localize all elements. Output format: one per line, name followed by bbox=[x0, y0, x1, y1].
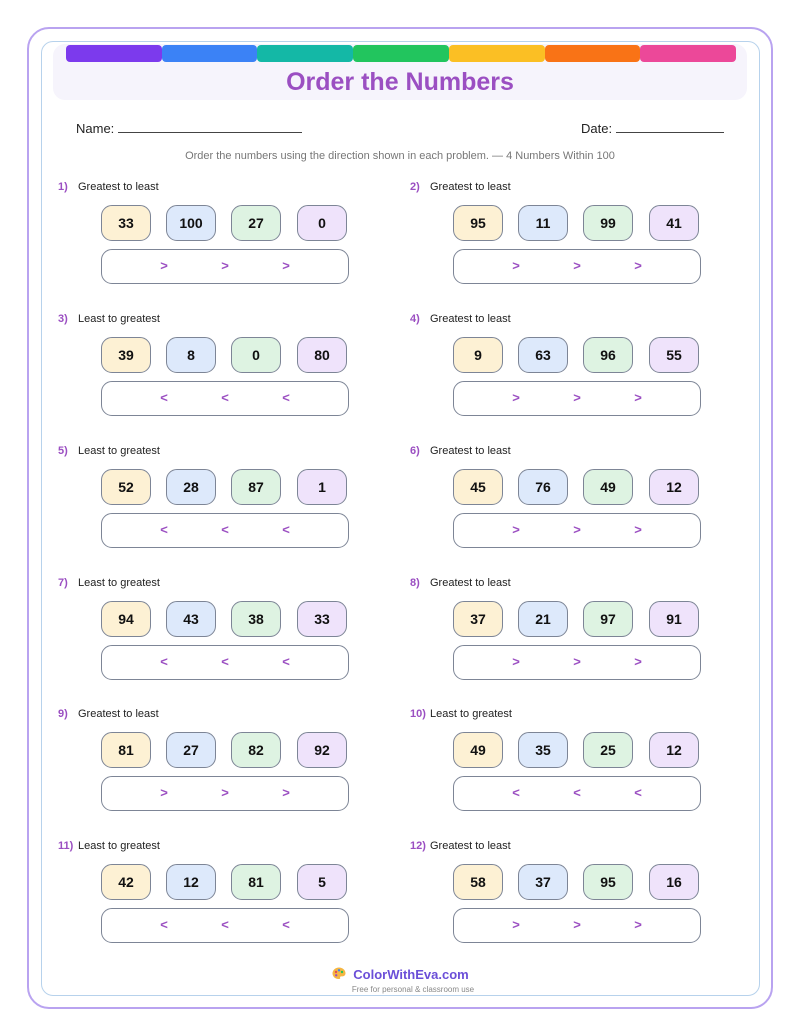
number-tile: 8 bbox=[166, 337, 216, 373]
comparison-symbol: < bbox=[282, 654, 290, 669]
comparison-symbol: > bbox=[512, 258, 520, 273]
problem bbox=[410, 445, 710, 575]
name-field bbox=[76, 121, 302, 136]
comparison-symbol: < bbox=[634, 785, 642, 800]
number-tile: 11 bbox=[518, 205, 568, 241]
problem-direction: Greatest to least bbox=[430, 181, 511, 193]
answer-box[interactable] bbox=[101, 381, 349, 416]
number-tile: 94 bbox=[101, 601, 151, 637]
problem-header bbox=[58, 840, 160, 852]
number-tile: 82 bbox=[231, 732, 281, 768]
problem-header bbox=[410, 181, 511, 193]
number-tile: 37 bbox=[518, 864, 568, 900]
problem-direction: Greatest to least bbox=[78, 181, 159, 193]
number-tile: 12 bbox=[649, 469, 699, 505]
number-tile: 45 bbox=[453, 469, 503, 505]
answer-box[interactable] bbox=[101, 249, 349, 284]
answer-box[interactable] bbox=[453, 776, 701, 811]
number-tile: 41 bbox=[649, 205, 699, 241]
number-tile: 96 bbox=[583, 337, 633, 373]
date-label: Date: bbox=[581, 121, 613, 136]
comparison-symbol: > bbox=[512, 522, 520, 537]
brand-tagline: Free for personal & classroom use bbox=[351, 985, 475, 994]
number-tile: 5 bbox=[297, 864, 347, 900]
problem-direction: Greatest to least bbox=[430, 445, 511, 457]
answer-box[interactable] bbox=[101, 776, 349, 811]
problem-direction: Least to greatest bbox=[430, 708, 512, 720]
problem-direction: Least to greatest bbox=[78, 577, 160, 589]
number-tile: 52 bbox=[101, 469, 151, 505]
answer-box[interactable] bbox=[101, 645, 349, 680]
name-line[interactable] bbox=[118, 122, 302, 133]
number-tile: 97 bbox=[583, 601, 633, 637]
problem-header bbox=[410, 577, 511, 589]
comparison-symbol: < bbox=[512, 785, 520, 800]
answer-box[interactable] bbox=[453, 381, 701, 416]
number-tile: 49 bbox=[453, 732, 503, 768]
answer-box[interactable] bbox=[453, 908, 701, 943]
problem-header bbox=[58, 445, 160, 457]
answer-box[interactable] bbox=[453, 249, 701, 284]
rainbow-bar bbox=[66, 45, 736, 62]
comparison-symbol: < bbox=[160, 654, 168, 669]
number-tile: 25 bbox=[583, 732, 633, 768]
comparison-symbol: > bbox=[634, 522, 642, 537]
comparison-symbol: < bbox=[573, 785, 581, 800]
problem-number: 3) bbox=[58, 313, 68, 325]
number-tile: 39 bbox=[101, 337, 151, 373]
number-tile: 12 bbox=[649, 732, 699, 768]
comparison-symbol: > bbox=[573, 917, 581, 932]
problem-header bbox=[58, 708, 159, 720]
comparison-symbol: < bbox=[221, 654, 229, 669]
rainbow-segment bbox=[257, 45, 353, 62]
answer-box[interactable] bbox=[453, 645, 701, 680]
number-tile: 95 bbox=[453, 205, 503, 241]
number-tile: 99 bbox=[583, 205, 633, 241]
comparison-symbol: > bbox=[512, 390, 520, 405]
comparison-symbol: < bbox=[160, 917, 168, 932]
number-tile: 33 bbox=[297, 601, 347, 637]
comparison-symbol: > bbox=[160, 785, 168, 800]
comparison-symbol: < bbox=[282, 390, 290, 405]
problem bbox=[58, 708, 358, 838]
page-title: Order the Numbers bbox=[286, 68, 514, 96]
number-tile: 16 bbox=[649, 864, 699, 900]
problem-number: 8) bbox=[410, 577, 420, 589]
problem-number: 1) bbox=[58, 181, 68, 193]
number-tile: 91 bbox=[649, 601, 699, 637]
problem-number: 11) bbox=[58, 840, 74, 852]
comparison-symbol: > bbox=[512, 654, 520, 669]
number-tile: 63 bbox=[518, 337, 568, 373]
number-tile: 35 bbox=[518, 732, 568, 768]
number-tile: 37 bbox=[453, 601, 503, 637]
number-tile: 0 bbox=[231, 337, 281, 373]
problem bbox=[58, 840, 358, 970]
problem-header bbox=[410, 840, 511, 852]
problem bbox=[58, 445, 358, 575]
problem-number: 10) bbox=[410, 708, 426, 720]
comparison-symbol: < bbox=[221, 390, 229, 405]
problem-header bbox=[58, 313, 160, 325]
problem bbox=[410, 708, 710, 838]
problem-number: 9) bbox=[58, 708, 68, 720]
instructions: Order the numbers using the direction shown in each problem. — 4 Numbers Within 100 bbox=[185, 150, 615, 162]
comparison-symbol: < bbox=[160, 522, 168, 537]
problem-header bbox=[410, 313, 511, 325]
rainbow-segment bbox=[162, 45, 258, 62]
problem-direction: Greatest to least bbox=[430, 840, 511, 852]
comparison-symbol: < bbox=[282, 917, 290, 932]
number-tile: 95 bbox=[583, 864, 633, 900]
answer-box[interactable] bbox=[453, 513, 701, 548]
date-field bbox=[581, 121, 724, 136]
date-line[interactable] bbox=[616, 122, 724, 133]
problem-direction: Least to greatest bbox=[78, 445, 160, 457]
number-tile: 0 bbox=[297, 205, 347, 241]
number-tile: 43 bbox=[166, 601, 216, 637]
number-tile: 100 bbox=[166, 205, 216, 241]
comparison-symbol: > bbox=[573, 258, 581, 273]
problem-direction: Greatest to least bbox=[430, 313, 511, 325]
number-tile: 21 bbox=[518, 601, 568, 637]
problem-direction: Greatest to least bbox=[78, 708, 159, 720]
comparison-symbol: > bbox=[573, 390, 581, 405]
comparison-symbol: > bbox=[160, 258, 168, 273]
rainbow-segment bbox=[353, 45, 449, 62]
number-tile: 33 bbox=[101, 205, 151, 241]
problem bbox=[58, 577, 358, 707]
problem-header bbox=[410, 708, 512, 720]
name-label: Name: bbox=[76, 121, 115, 136]
number-tile: 9 bbox=[453, 337, 503, 373]
comparison-symbol: > bbox=[512, 917, 520, 932]
comparison-symbol: > bbox=[634, 258, 642, 273]
comparison-symbol: > bbox=[282, 785, 290, 800]
problem-direction: Greatest to least bbox=[430, 577, 511, 589]
palette-icon bbox=[331, 966, 347, 982]
number-tile: 81 bbox=[101, 732, 151, 768]
problem-number: 12) bbox=[410, 840, 426, 852]
rainbow-segment bbox=[449, 45, 545, 62]
problem-number: 5) bbox=[58, 445, 68, 457]
number-tile: 81 bbox=[231, 864, 281, 900]
comparison-symbol: > bbox=[634, 917, 642, 932]
rainbow-segment bbox=[66, 45, 162, 62]
number-tile: 1 bbox=[297, 469, 347, 505]
number-tile: 55 bbox=[649, 337, 699, 373]
comparison-symbol: > bbox=[221, 258, 229, 273]
comparison-symbol: < bbox=[221, 917, 229, 932]
problem-number: 7) bbox=[58, 577, 68, 589]
problem-number: 2) bbox=[410, 181, 420, 193]
problem-header bbox=[410, 445, 511, 457]
problem bbox=[58, 313, 358, 443]
number-tile: 76 bbox=[518, 469, 568, 505]
comparison-symbol: > bbox=[573, 654, 581, 669]
rainbow-segment bbox=[640, 45, 736, 62]
comparison-symbol: > bbox=[573, 522, 581, 537]
footer bbox=[0, 966, 800, 994]
comparison-symbol: > bbox=[282, 258, 290, 273]
problem bbox=[410, 577, 710, 707]
brand-name[interactable]: ColorWithEva.com bbox=[353, 966, 469, 982]
comparison-symbol: < bbox=[221, 522, 229, 537]
number-tile: 58 bbox=[453, 864, 503, 900]
comparison-symbol: < bbox=[282, 522, 290, 537]
problem-header bbox=[58, 181, 159, 193]
number-tile: 12 bbox=[166, 864, 216, 900]
problem-direction: Least to greatest bbox=[78, 313, 160, 325]
problem-header bbox=[58, 577, 160, 589]
problem bbox=[410, 313, 710, 443]
problem bbox=[58, 181, 358, 311]
problem bbox=[410, 840, 710, 970]
number-tile: 38 bbox=[231, 601, 281, 637]
comparison-symbol: > bbox=[221, 785, 229, 800]
number-tile: 92 bbox=[297, 732, 347, 768]
problem-number: 4) bbox=[410, 313, 420, 325]
comparison-symbol: > bbox=[634, 390, 642, 405]
answer-box[interactable] bbox=[101, 908, 349, 943]
number-tile: 80 bbox=[297, 337, 347, 373]
number-tile: 42 bbox=[101, 864, 151, 900]
number-tile: 27 bbox=[166, 732, 216, 768]
number-tile: 28 bbox=[166, 469, 216, 505]
answer-box[interactable] bbox=[101, 513, 349, 548]
problem bbox=[410, 181, 710, 311]
rainbow-segment bbox=[545, 45, 641, 62]
comparison-symbol: < bbox=[160, 390, 168, 405]
number-tile: 27 bbox=[231, 205, 281, 241]
comparison-symbol: > bbox=[634, 654, 642, 669]
number-tile: 49 bbox=[583, 469, 633, 505]
number-tile: 87 bbox=[231, 469, 281, 505]
problem-number: 6) bbox=[410, 445, 420, 457]
problem-direction: Least to greatest bbox=[78, 840, 160, 852]
